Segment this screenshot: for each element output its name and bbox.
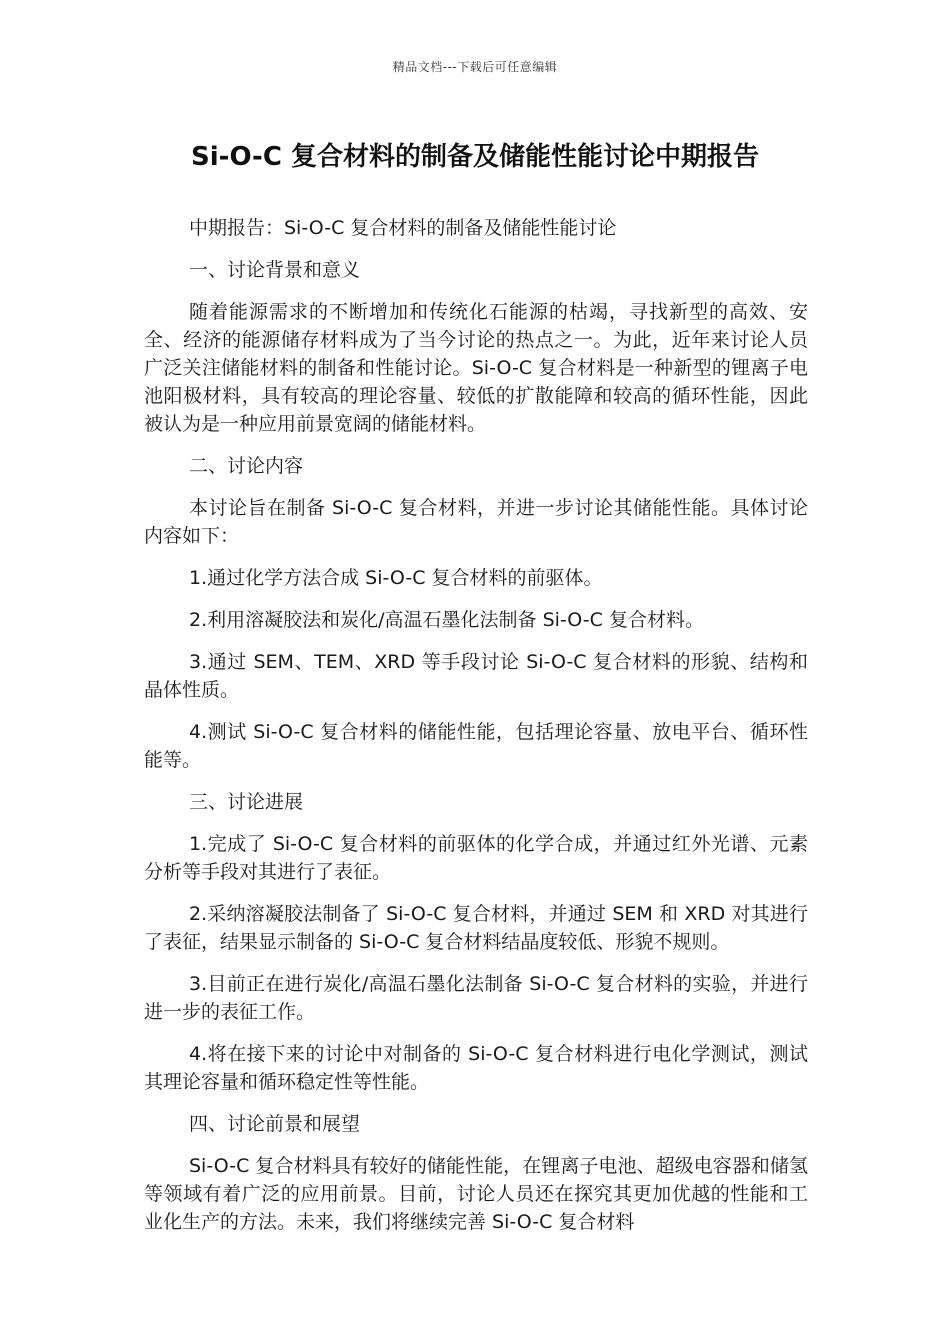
paragraph-background: 随着能源需求的不断增加和传统化石能源的枯竭，寻找新型的高效、安全、经济的能源储存材料成为了当今讨论的热点之一。为此，近年来讨论人员广泛关注储能材料的制备和性能讨论。Si-O-C 复合材料是一种新型的锂离子电池阳极材料，具有较高的理论容量、较低的扩散能障和较高的循环性能，因此被认为是一种应用前景宽阔的储能材料。 [144, 301, 808, 435]
document-title: Si-O-C 复合材料的制备及储能性能讨论中期报告 [191, 142, 759, 172]
list-item-content-1: 1.通过化学方法合成 Si-O-C 复合材料的前驱体。 [189, 567, 603, 589]
list-item-progress-3: 3.目前正在进行炭化/高温石墨化法制备 Si-O-C 复合材料的实验，并进行进一步的表征工作。 [144, 973, 808, 1023]
section-heading-progress: 三、讨论进展 [189, 791, 304, 813]
list-item-progress-2: 2.采纳溶凝胶法制备了 Si-O-C 复合材料，并通过 SEM 和 XRD 对其进行了表征，结果显示制备的 Si-O-C 复合材料结晶度较低、形貌不规则。 [144, 903, 808, 953]
report-subtitle: 中期报告：Si-O-C 复合材料的制备及储能性能讨论 [189, 217, 617, 239]
list-item-content-4: 4.测试 Si-O-C 复合材料的储能性能，包括理论容量、放电平台、循环性能等。 [144, 721, 808, 771]
header-note: 精品文档---下载后可任意编辑 [392, 60, 558, 74]
list-item-progress-1: 1.完成了 Si-O-C 复合材料的前驱体的化学合成，并通过红外光谱、元素分析等手段对其进行了表征。 [144, 833, 808, 883]
section-heading-content: 二、讨论内容 [189, 455, 304, 477]
paragraph-content-intro: 本讨论旨在制备 Si-O-C 复合材料，并进一步讨论其储能性能。具体讨论内容如下： [144, 497, 808, 547]
paragraph-outlook: Si-O-C 复合材料具有较好的储能性能，在锂离子电池、超级电容器和储氢等领域有着广泛的应用前景。目前，讨论人员还在探究其更加优越的性能和工业化生产的方法。未来，我们将继续完善 Si-O-C 复合材料 [144, 1155, 808, 1233]
list-item-content-2: 2.利用溶凝胶法和炭化/高温石墨化法制备 Si-O-C 复合材料。 [189, 609, 704, 631]
section-heading-background: 一、讨论背景和意义 [189, 259, 361, 281]
list-item-progress-4: 4.将在接下来的讨论中对制备的 Si-O-C 复合材料进行电化学测试，测试其理论容量和循环稳定性等性能。 [144, 1043, 808, 1093]
section-heading-outlook: 四、讨论前景和展望 [189, 1113, 361, 1135]
list-item-content-3: 3.通过 SEM、TEM、XRD 等手段讨论 Si-O-C 复合材料的形貌、结构和晶体性质。 [144, 651, 808, 701]
document-body [144, 214, 808, 1250]
